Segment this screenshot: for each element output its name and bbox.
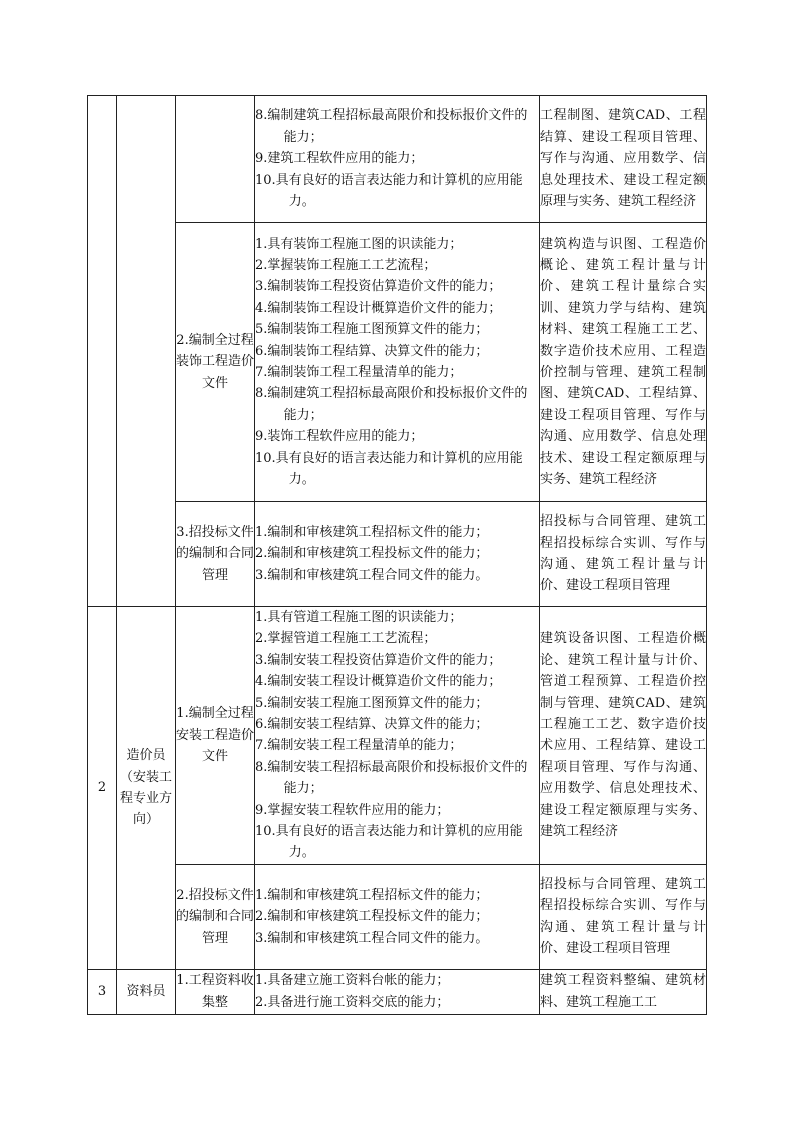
courses-cell: 建筑设备识图、工程造价概论、建筑工程计量与计价、管道工程预算、工程造价控制与管理、建筑CAD、建筑工程施工工艺、数字造价技术应用、工程结算、建设工程项目管理、写作与沟通、应用数学、信息处理技术、建设工程定额原理与实务、建筑工程经济 (540, 607, 707, 865)
ability-item: 1.具备建立施工资料台帐的能力； (255, 973, 450, 989)
ability-item: 4.编制装饰工程设计概算造价文件的能力； (255, 300, 502, 316)
abilities-cell (255, 607, 540, 865)
row-number-cell (88, 96, 117, 607)
table-row (88, 223, 707, 502)
table-row (88, 96, 707, 223)
abilities-cell (255, 864, 540, 969)
task-cell: 3.招投标文件的编制和合同管理 (176, 502, 255, 607)
role-cell: 资料员 (117, 969, 176, 1014)
curriculum-ability-table (87, 95, 707, 1015)
ability-item: 6.编制安装工程结算、决算文件的能力； (255, 717, 489, 733)
ability-item: 1.编制和审核建筑工程招标文件的能力； (255, 887, 489, 903)
ability-item: 1.具有装饰工程施工图的识读能力； (255, 236, 463, 252)
abilities-cell (255, 223, 540, 502)
courses-cell: 工程制图、建筑CAD、工程结算、建设工程项目管理、写作与沟通、应用数学、信息处理技术、建设工程定额原理与实务、建筑工程经济 (540, 96, 707, 223)
table-row (88, 502, 707, 607)
ability-item: 2.掌握管道工程施工工艺流程； (255, 631, 437, 647)
ability-item: 2.编制和审核建筑工程投标文件的能力； (255, 909, 489, 925)
row-number-cell: 2 (88, 607, 117, 970)
task-cell: 1.工程资料收集整 (176, 969, 255, 1014)
courses-cell: 招投标与合同管理、建筑工程招投标综合实训、写作与沟通、建筑工程计量与计价、建设工程项目管理 (540, 864, 707, 969)
table-row (88, 607, 707, 865)
abilities-cell (255, 969, 540, 1014)
table-row (88, 969, 707, 1014)
ability-item: 3.编制和审核建筑工程合同文件的能力。 (255, 930, 489, 946)
ability-item: 9.装饰工程软件应用的能力； (255, 429, 424, 445)
ability-item: 2.掌握装饰工程施工工艺流程； (255, 257, 437, 273)
ability-item: 8.编制建筑工程招标最高限价和投标报价文件的能力； (255, 108, 528, 145)
role-cell (117, 96, 176, 607)
ability-item: 9.掌握安装工程软件应用的能力； (255, 802, 450, 818)
table-row (88, 864, 707, 969)
ability-item: 1.编制和审核建筑工程招标文件的能力； (255, 524, 489, 540)
task-cell: 2.编制全过程装饰工程造价文件 (176, 223, 255, 502)
courses-cell: 招投标与合同管理、建筑工程招投标综合实训、写作与沟通、建筑工程计量与计价、建设工程项目管理 (540, 502, 707, 607)
row-number-cell: 3 (88, 969, 117, 1014)
task-cell: 2.招投标文件的编制和合同管理 (176, 864, 255, 969)
abilities-cell (255, 96, 540, 223)
ability-item: 7.编制安装工程工程量清单的能力； (255, 738, 463, 754)
ability-item: 10.具有良好的语言表达能力和计算机的应用能力。 (255, 172, 523, 210)
courses-cell: 建筑构造与识图、工程造价概论、建筑工程计量与计价、建筑工程计量综合实训、建筑力学与结构、建筑材料、建筑工程施工工艺、数字造价技术应用、工程造价控制与管理、建筑工程制图、建筑CAD、工程结算、建设工程项目管理、写作与沟通、应用数学、信息处理技术、建设工程定额原理与实务、建筑工程经济 (540, 223, 707, 502)
ability-item: 3.编制安装工程投资估算造价文件的能力； (255, 652, 502, 668)
ability-item: 3.编制装饰工程投资估算造价文件的能力； (255, 279, 502, 295)
ability-item: 3.编制和审核建筑工程合同文件的能力。 (255, 567, 489, 583)
task-cell: 1.编制全过程安装工程造价文件 (176, 607, 255, 865)
ability-item: 2.编制和审核建筑工程投标文件的能力； (255, 546, 489, 562)
courses-cell: 建筑工程资料整编、建筑材料、建筑工程施工工 (540, 969, 707, 1014)
ability-item: 10.具有良好的语言表达能力和计算机的应用能力。 (255, 824, 523, 861)
role-cell: 造价员（安装工程专业方向） (117, 607, 176, 970)
abilities-cell (255, 502, 540, 607)
ability-item: 1.具有管道工程施工图的识读能力； (255, 610, 463, 625)
ability-item: 8.编制建筑工程招标最高限价和投标报价文件的能力； (255, 386, 528, 423)
ability-item: 9.建筑工程软件应用的能力； (255, 151, 424, 167)
ability-item: 4.编制安装工程设计概算造价文件的能力； (255, 674, 502, 690)
ability-item: 2.具备进行施工资料交底的能力； (255, 994, 450, 1010)
ability-item: 5.编制装饰工程施工图预算文件的能力； (255, 322, 489, 338)
ability-item: 7.编制装饰工程工程量清单的能力； (255, 365, 463, 380)
ability-item: 8.编制安装工程招标最高限价和投标报价文件的能力； (255, 759, 528, 797)
ability-item: 10.具有良好的语言表达能力和计算机的应用能力。 (255, 450, 523, 488)
task-cell (176, 96, 255, 223)
ability-item: 6.编制装饰工程结算、决算文件的能力； (255, 343, 489, 359)
ability-item: 5.编制安装工程施工图预算文件的能力； (255, 695, 489, 711)
